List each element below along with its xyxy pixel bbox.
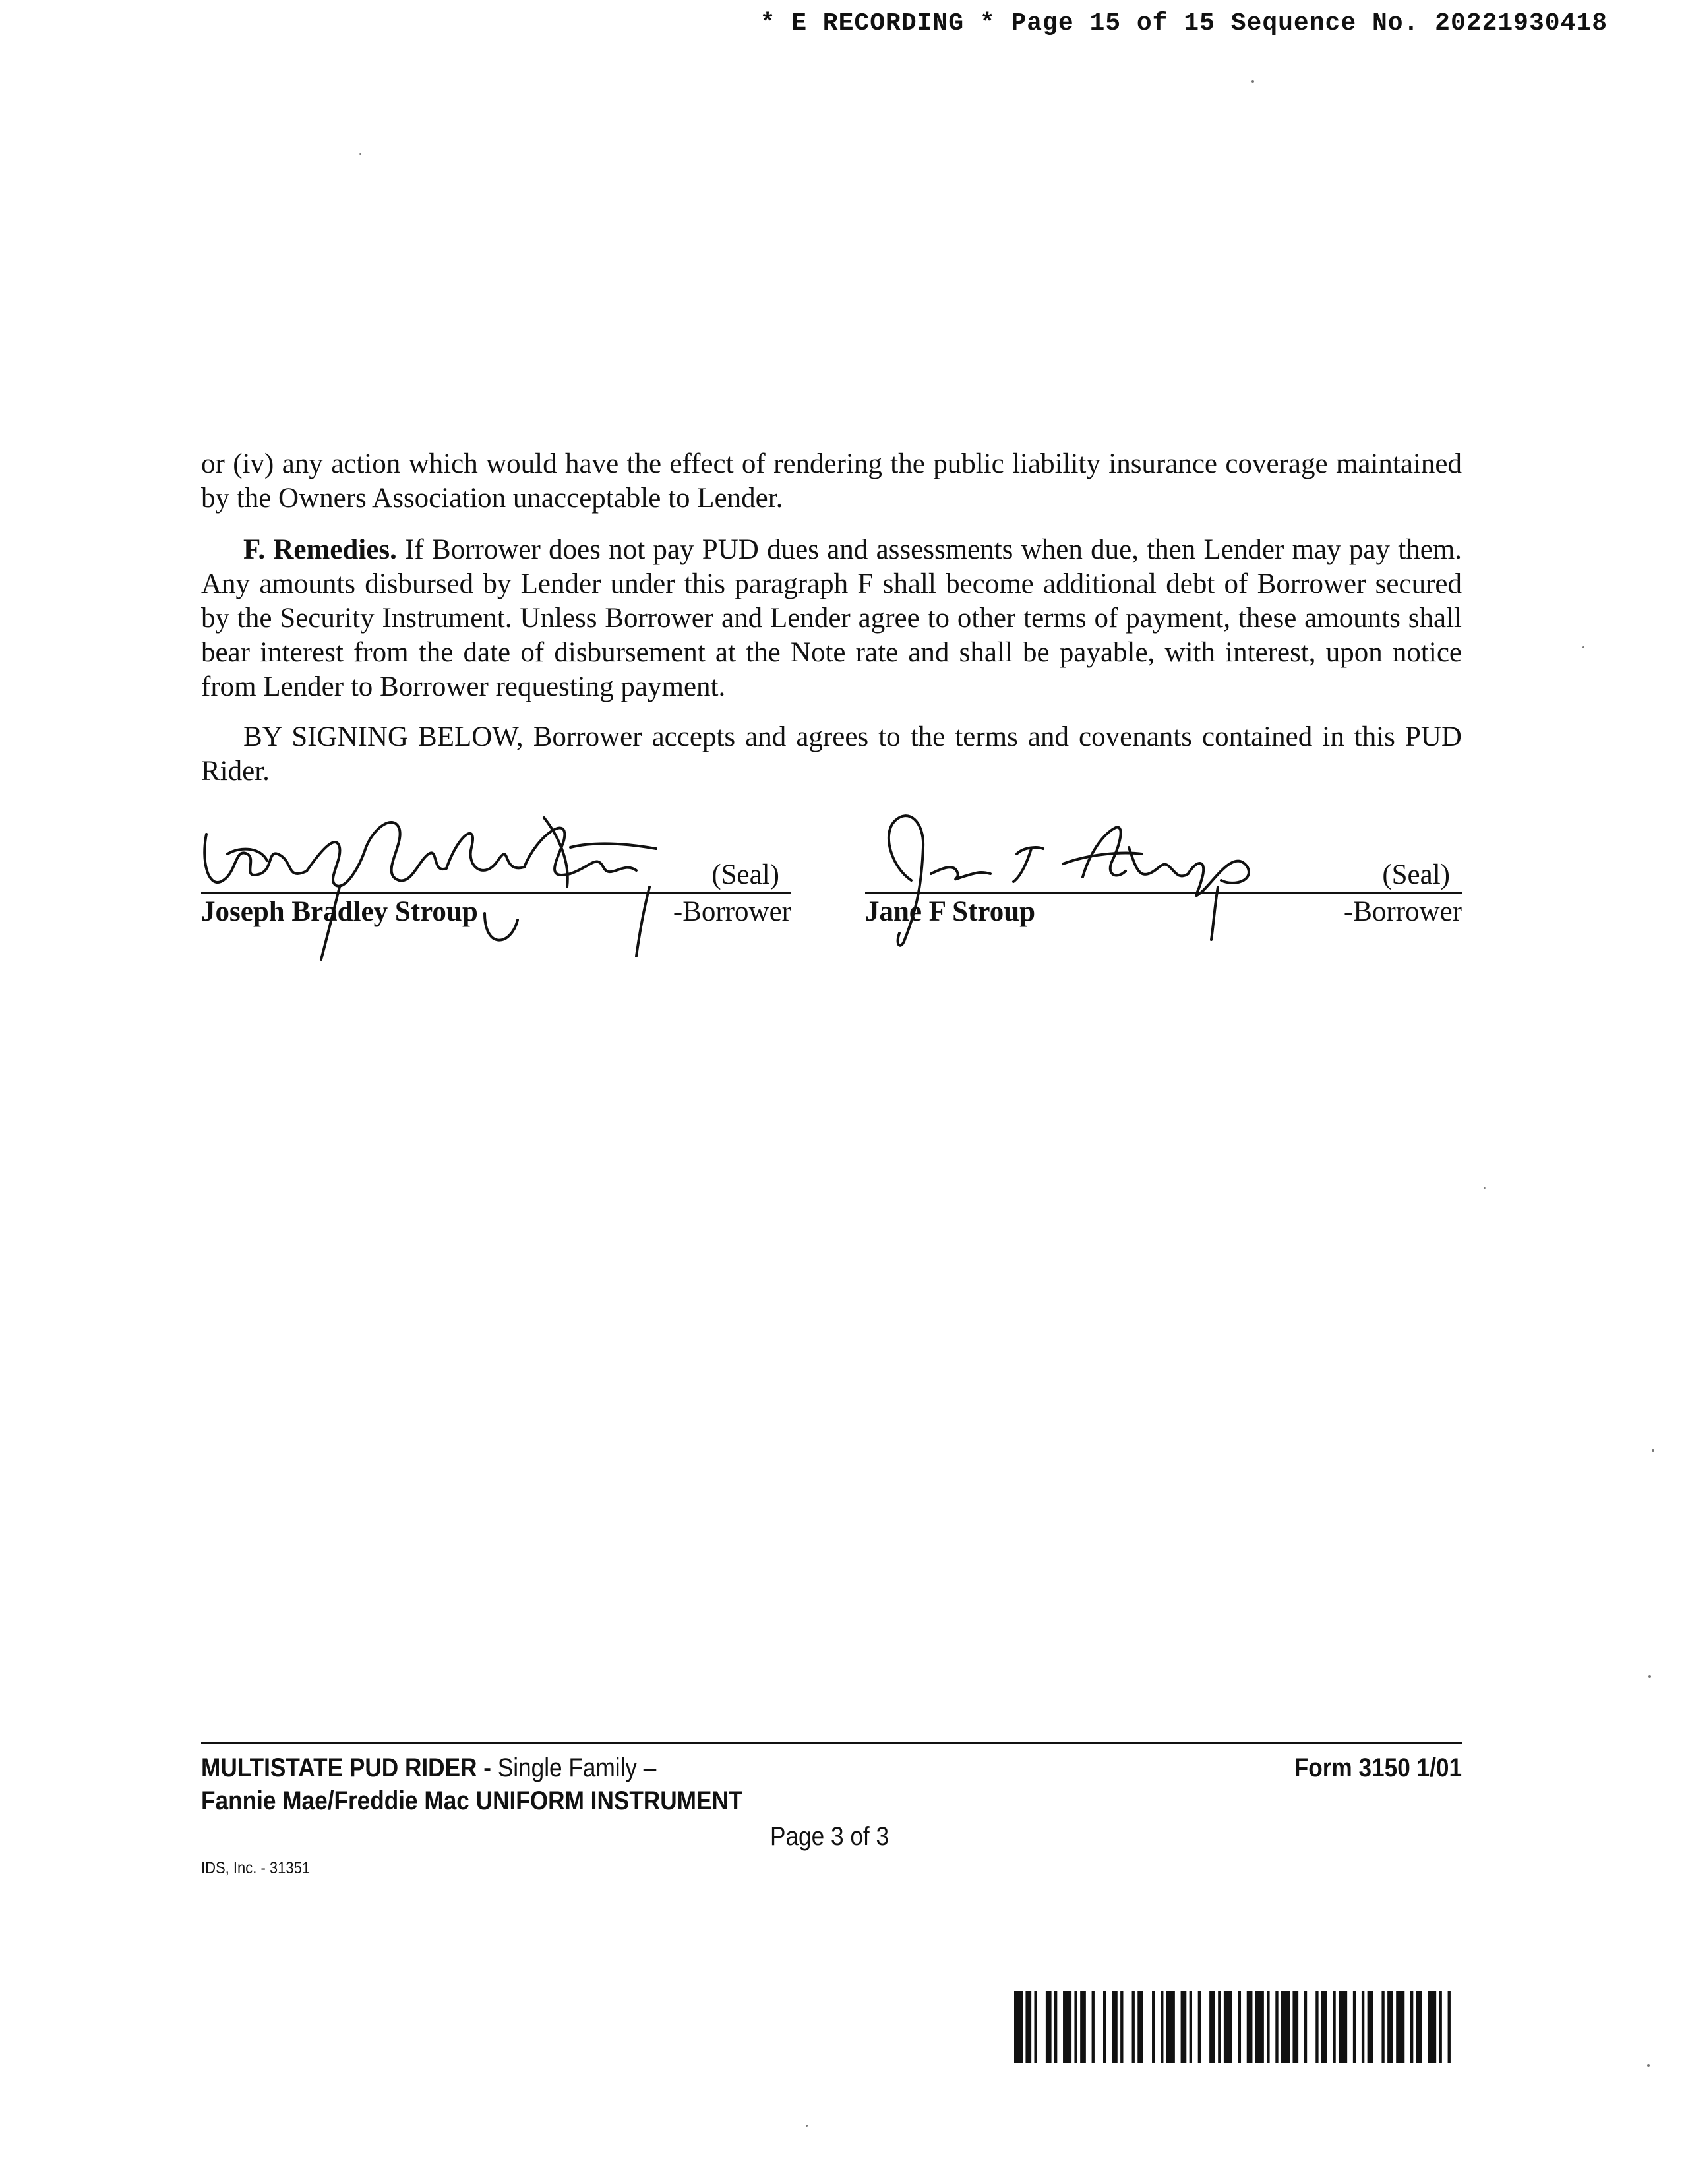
- page-number: Page 3 of 3: [770, 1822, 889, 1851]
- signature-line: [865, 892, 1462, 894]
- barcode-bar: [1054, 1991, 1057, 2063]
- barcode-bar: [1381, 1991, 1384, 2063]
- seal-label: (Seal): [711, 859, 779, 890]
- barcode-bar: [1428, 1991, 1436, 2063]
- barcode-bar: [1416, 1991, 1422, 2063]
- barcode-bar: [1292, 1991, 1298, 2063]
- signer-role: -Borrower: [1343, 896, 1462, 927]
- barcode-bar: [1275, 1991, 1278, 2063]
- barcode-bar: [1339, 1991, 1347, 2063]
- scan-speck: [1652, 1449, 1654, 1452]
- barcode-bar: [1396, 1991, 1404, 2063]
- handwritten-signature-joseph: [201, 808, 795, 953]
- barcode-bar: [1267, 1991, 1269, 2063]
- footer-form-title: [201, 1751, 742, 1817]
- barcode-bar: [1120, 1991, 1123, 2063]
- scan-speck: [1484, 1187, 1486, 1189]
- barcode-bar: [1353, 1991, 1356, 2063]
- signature-line: [201, 892, 791, 894]
- barcode-bar: [1198, 1991, 1201, 2063]
- barcode-bar: [1112, 1991, 1118, 2063]
- barcode-bar: [1218, 1991, 1221, 2063]
- signer-name: Jane F Stroup: [865, 896, 1036, 927]
- barcode-bar: [1080, 1991, 1086, 2063]
- barcode-bar: [1333, 1991, 1335, 2063]
- barcode-bar: [1304, 1991, 1307, 2063]
- barcode-bar: [1132, 1991, 1135, 2063]
- seal-label: (Seal): [1382, 859, 1450, 890]
- barcode-bar: [1046, 1991, 1052, 2063]
- barcode-bar: [1368, 1991, 1373, 2063]
- scan-speck: [1647, 2064, 1650, 2067]
- paragraph-continuation: or (iv) any action which would have the effect of rendering the public liability insurance coverage maintained by the Owners Association unacceptable to Lender.: [201, 448, 1462, 514]
- vendor-code: IDS, Inc. - 31351: [201, 1859, 311, 1877]
- footer-rule: [201, 1742, 1462, 1744]
- signature-block-joseph: [201, 808, 791, 927]
- footer-subtitle: Fannie Mae/Freddie Mac UNIFORM INSTRUMENT: [201, 1786, 743, 1815]
- scan-speck: [1251, 80, 1254, 83]
- footer-title-regular: Single Family –: [491, 1753, 657, 1782]
- barcode-bar: [1387, 1991, 1393, 2063]
- barcode-bar: [1160, 1991, 1163, 2063]
- scan-speck: [359, 153, 361, 155]
- barcode-bar: [1092, 1991, 1095, 2063]
- barcode-bar: [1238, 1991, 1241, 2063]
- signature-block-jane: [865, 808, 1462, 927]
- remedies-heading: F. Remedies.: [243, 534, 397, 565]
- barcode-bar: [1190, 1991, 1192, 2063]
- barcode-bar: [1025, 1991, 1031, 2063]
- barcode-bar: [1439, 1991, 1442, 2063]
- barcode-bar: [1166, 1991, 1175, 2063]
- barcode-bar: [1247, 1991, 1253, 2063]
- paragraph-remedies: [201, 533, 1462, 704]
- barcode-bar: [1103, 1991, 1106, 2063]
- scan-speck: [1582, 646, 1584, 648]
- barcode-bar: [1209, 1991, 1215, 2063]
- barcode-bar: [1014, 1991, 1023, 2063]
- barcode-bar: [1152, 1991, 1155, 2063]
- barcode-bar: [1315, 1991, 1318, 2063]
- barcode-bar: [1255, 1991, 1264, 2063]
- scan-speck: [1648, 1675, 1651, 1678]
- barcode-bar: [1181, 1991, 1187, 2063]
- barcode-bar: [1410, 1991, 1413, 2063]
- signer-role: -Borrower: [673, 896, 791, 927]
- barcode-bar: [1224, 1991, 1232, 2063]
- barcode-bar: [1074, 1991, 1077, 2063]
- barcode-bar: [1063, 1991, 1071, 2063]
- paragraph-signing-statement: BY SIGNING BELOW, Borrower accepts and agrees to the terms and covenants contained in this PUD Rider.: [201, 721, 1462, 787]
- form-number: Form 3150 1/01: [1294, 1753, 1462, 1782]
- signer-name: Joseph Bradley Stroup: [201, 896, 478, 927]
- recording-header: * E RECORDING * Page 15 of 15 Sequence No. 20221930418: [760, 9, 1608, 38]
- barcode-bar: [1281, 1991, 1290, 2063]
- scan-speck: [806, 2125, 808, 2127]
- barcode-bar: [1321, 1991, 1327, 2063]
- remedies-text: If Borrower does not pay PUD dues and assessments when due, then Lender may pay them. Any amounts disbursed by Lender under this paragraph F shall become additional debt of Borrower secured by the Security Instrument. Unless Borrower and Lender agree to other terms of payment, these amounts shall bear interest from the date of disbursement at the Note rate and shall be payable, with interest, upon notice from Lender to Borrower requesting payment.: [201, 534, 1462, 702]
- barcode-bar: [1034, 1991, 1037, 2063]
- barcode: [1014, 1991, 1459, 2063]
- barcode-bar: [1137, 1991, 1143, 2063]
- handwritten-signature-jane: [865, 808, 1462, 953]
- barcode-bar: [1362, 1991, 1364, 2063]
- footer-title-bold: MULTISTATE PUD RIDER -: [201, 1753, 491, 1782]
- barcode-bar: [1448, 1991, 1451, 2063]
